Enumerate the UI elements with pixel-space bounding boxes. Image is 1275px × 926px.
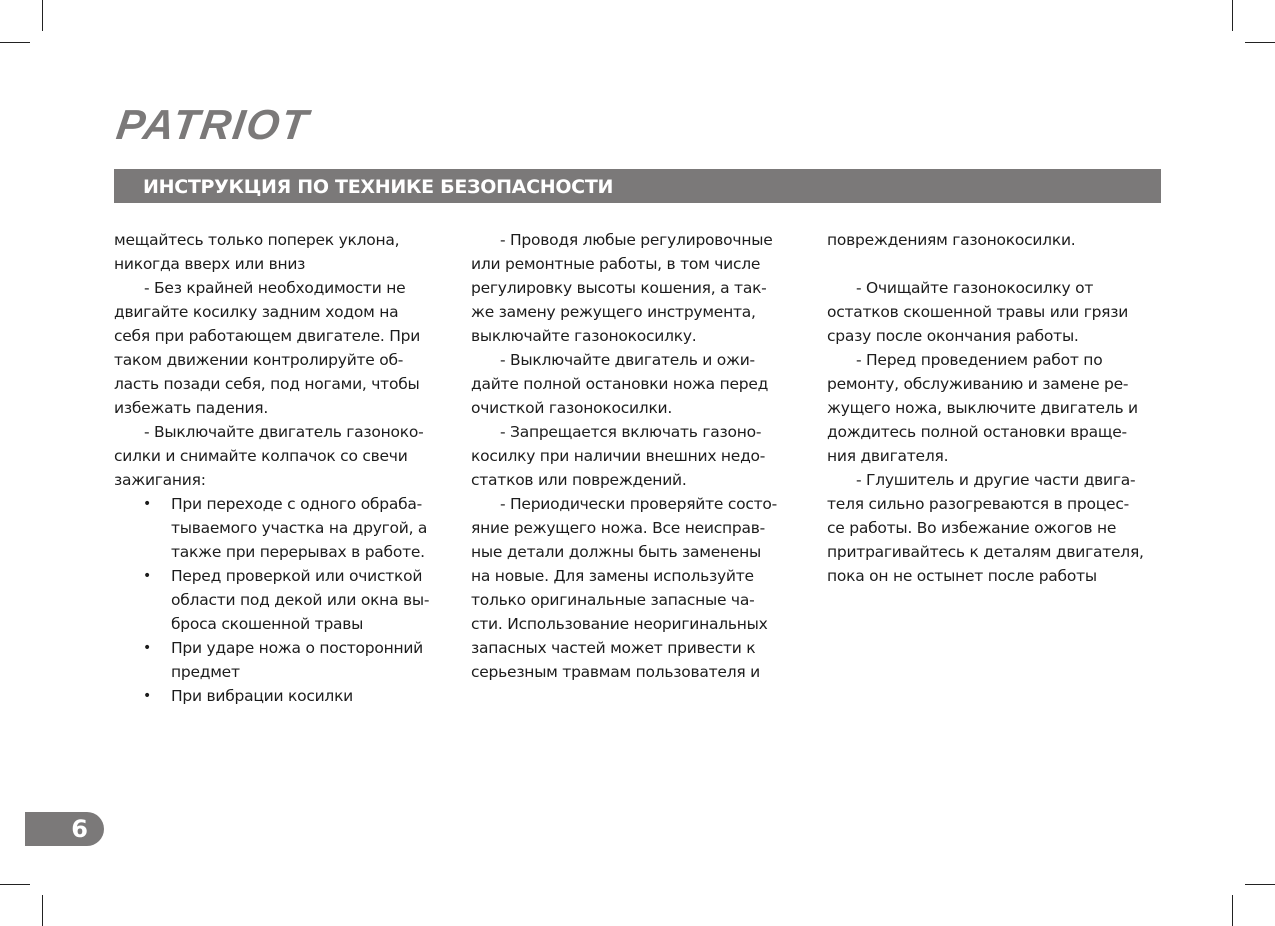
- bullet-text: Перед проверкой или очисткой: [171, 567, 423, 585]
- text-line: сразу после окончания работы.: [827, 327, 1079, 345]
- text-line: - Без крайней необходимости не: [144, 279, 406, 297]
- text-line: - Глушитель и другие части двига-: [856, 471, 1136, 489]
- brand-logo: PATRIOT: [113, 101, 313, 148]
- bullet-text: предмет: [171, 663, 240, 681]
- text-line: таком движении контролируйте об-: [114, 351, 404, 369]
- bullet-text: При вибрации косилки: [171, 687, 354, 705]
- text-line: регулировку высоты кошения, а так-: [471, 279, 767, 297]
- page-number: 6: [71, 815, 88, 843]
- section-header-bar: [114, 169, 1161, 203]
- crop-mark: [1232, 0, 1233, 31]
- text-line: себя при работающем двигателе. При: [114, 327, 421, 345]
- text-line: серьезным травмам пользователя и: [471, 663, 760, 681]
- text-line: зажигания:: [114, 471, 206, 489]
- text-column-1: [114, 228, 454, 708]
- text-line: силки и снимайте колпачок со свечи: [114, 447, 408, 465]
- crop-mark: [1245, 884, 1275, 885]
- text-line: избежать падения.: [114, 399, 269, 417]
- text-column-2: [471, 228, 811, 684]
- text-line: никогда вверх или вниз: [114, 255, 306, 273]
- text-line: или ремонтные работы, в том числе: [471, 255, 761, 273]
- text-line: запасных частей может привести к: [471, 639, 756, 657]
- text-line: повреждениям газонокосилки.: [827, 231, 1076, 249]
- crop-mark: [1232, 895, 1233, 926]
- bullet-text: области под декой или окна вы-: [171, 591, 430, 609]
- text-line: мещайтесь только поперек уклона,: [114, 231, 400, 249]
- text-line: се работы. Во избежание ожогов не: [827, 519, 1117, 537]
- crop-mark: [0, 42, 30, 43]
- bullet-text: При переходе с одного обраба-: [171, 495, 422, 513]
- text-line: дождитесь полной остановки враще-: [827, 423, 1127, 441]
- text-line: - Проводя любые регулировочные: [500, 231, 773, 249]
- page-number-tab: [25, 812, 104, 846]
- text-column-3: [827, 228, 1167, 588]
- text-line: ния двигателя.: [827, 447, 949, 465]
- bullet-item: [114, 492, 454, 516]
- text-line: - Запрещается включать газоно-: [500, 423, 762, 441]
- crop-mark: [42, 895, 43, 926]
- bullet-text: броса скошенной травы: [171, 615, 364, 633]
- bullet-dot: •: [143, 568, 152, 584]
- text-line: косилку при наличии внешних недо-: [471, 447, 766, 465]
- bullet-item: [114, 684, 454, 708]
- text-line: же замену режущего инструмента,: [471, 303, 756, 321]
- crop-mark: [0, 884, 30, 885]
- text-line: остатков скошенной травы или грязи: [827, 303, 1129, 321]
- text-line: выключайте газонокосилку.: [471, 327, 697, 345]
- section-title: ИНСТРУКЦИЯ ПО ТЕХНИКЕ БЕЗОПАСНОСТИ: [143, 176, 614, 198]
- crop-mark: [42, 0, 43, 31]
- crop-mark: [1245, 42, 1275, 43]
- text-line: - Выключайте двигатель газоноко-: [144, 423, 424, 441]
- text-line: - Периодически проверяйте состо-: [500, 495, 777, 513]
- text-line: очисткой газонокосилки.: [471, 399, 673, 417]
- bullet-text: также при перерывах в работе.: [171, 543, 425, 561]
- text-line: - Перед проведением работ по: [856, 351, 1103, 369]
- text-line: - Выключайте двигатель и ожи-: [500, 351, 755, 369]
- text-line: притрагивайтесь к деталям двигателя,: [827, 543, 1144, 561]
- text-line: ласть позади себя, под ногами, чтобы: [114, 375, 420, 393]
- text-line: ные детали должны быть заменены: [471, 543, 762, 561]
- bullet-list: [114, 492, 454, 708]
- bullet-dot: •: [143, 496, 152, 512]
- bullet-dot: •: [143, 640, 152, 656]
- text-line: статков или повреждений.: [471, 471, 687, 489]
- text-line: теля сильно разогреваются в процес-: [827, 495, 1129, 513]
- text-line: ремонту, обслуживанию и замене ре-: [827, 375, 1129, 393]
- bullet-dot: •: [143, 688, 152, 704]
- text-line: двигайте косилку задним ходом на: [114, 303, 399, 321]
- text-line: яние режущего ножа. Все неисправ-: [471, 519, 765, 537]
- text-line: пока он не остынет после работы: [827, 567, 1097, 585]
- text-line: дайте полной остановки ножа перед: [471, 375, 769, 393]
- bullet-text: тываемого участка на другой, а: [171, 519, 428, 537]
- text-line: сти. Использование неоригинальных: [471, 615, 768, 633]
- blank-line: [827, 252, 1167, 276]
- text-line: - Очищайте газонокосилку от: [856, 279, 1094, 297]
- bullet-item: [114, 636, 454, 660]
- text-line: на новые. Для замены используйте: [471, 567, 754, 585]
- text-line: жущего ножа, выключите двигатель и: [827, 399, 1138, 417]
- bullet-text: При ударе ножа о посторонний: [171, 639, 423, 657]
- bullet-item: [114, 564, 454, 588]
- text-line: только оригинальные запасные ча-: [471, 591, 755, 609]
